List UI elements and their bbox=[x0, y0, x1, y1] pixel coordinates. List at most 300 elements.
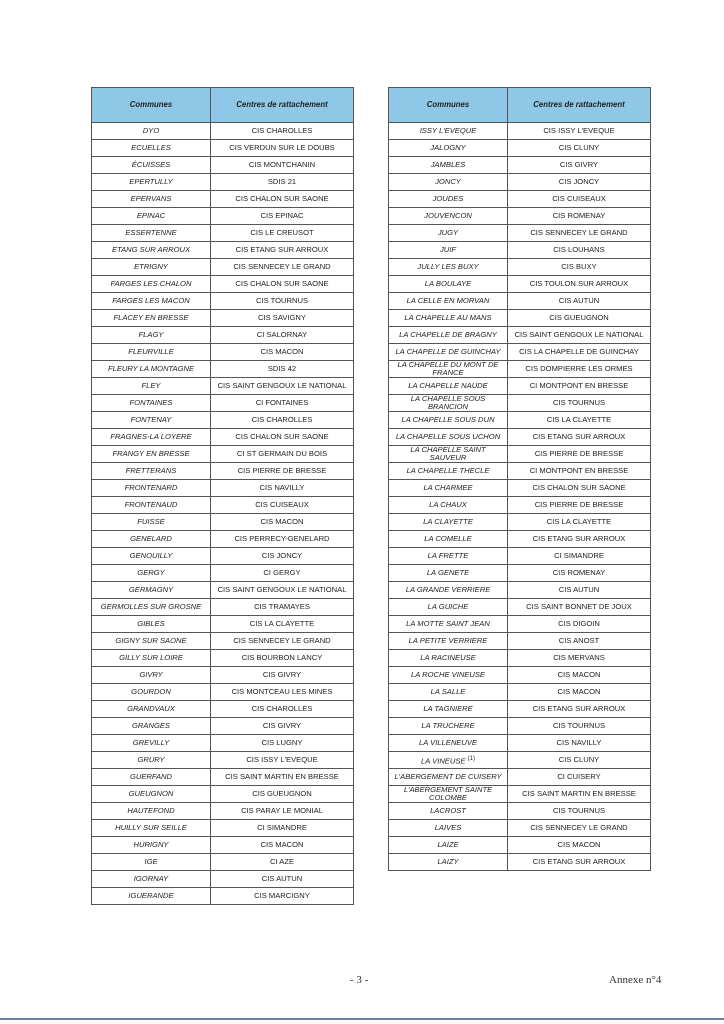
table-row bbox=[389, 531, 651, 548]
table-row bbox=[92, 599, 354, 616]
commune-name: LA COMELLE bbox=[424, 534, 472, 543]
commune-name: JALOGNY bbox=[430, 143, 466, 152]
commune-cell bbox=[389, 497, 508, 514]
centre-cell: CIS PIERRE DE BRESSE bbox=[211, 463, 354, 480]
centre-cell: CIS ISSY L'EVEQUE bbox=[508, 123, 651, 140]
table-row bbox=[92, 752, 354, 769]
communes-table-right bbox=[388, 87, 651, 871]
centre-cell: CIS LA CHAPELLE DE GUINCHAY bbox=[508, 344, 651, 361]
commune-cell bbox=[389, 157, 508, 174]
commune-cell bbox=[389, 854, 508, 871]
commune-name: HUILLY SUR SEILLE bbox=[115, 823, 187, 832]
table-row bbox=[92, 191, 354, 208]
table-row bbox=[389, 123, 651, 140]
commune-cell bbox=[389, 174, 508, 191]
table-row bbox=[389, 310, 651, 327]
commune-name: LACROST bbox=[430, 806, 466, 815]
table-row bbox=[389, 259, 651, 276]
centre-cell: CIS GIVRY bbox=[211, 718, 354, 735]
annex-label: Annexe n°4 bbox=[609, 974, 662, 986]
table-row bbox=[389, 803, 651, 820]
commune-cell bbox=[92, 752, 211, 769]
table-row bbox=[92, 242, 354, 259]
centre-cell: CIS SAINT MARTIN EN BRESSE bbox=[211, 769, 354, 786]
commune-cell bbox=[389, 446, 508, 463]
page-number: - 3 - bbox=[350, 974, 369, 986]
table-row bbox=[92, 854, 354, 871]
commune-cell bbox=[92, 820, 211, 837]
table-row bbox=[389, 633, 651, 650]
commune-name: JONCY bbox=[435, 177, 461, 186]
table-row bbox=[92, 786, 354, 803]
centre-cell: CIS ETANG SUR ARROUX bbox=[508, 429, 651, 446]
commune-name: ECUELLES bbox=[131, 143, 171, 152]
table-row bbox=[389, 769, 651, 786]
commune-name: GIVRY bbox=[139, 670, 163, 679]
commune-cell bbox=[92, 735, 211, 752]
commune-name: ETRIGNY bbox=[134, 262, 168, 271]
commune-name: LAIZY bbox=[437, 857, 459, 866]
table-row bbox=[389, 480, 651, 497]
table-row bbox=[389, 446, 651, 463]
table-row bbox=[389, 752, 651, 769]
table-row bbox=[92, 412, 354, 429]
table-row bbox=[389, 565, 651, 582]
table-row bbox=[389, 225, 651, 242]
centre-cell: CIS CLUNY bbox=[508, 140, 651, 157]
centre-cell: CIS LOUHANS bbox=[508, 242, 651, 259]
centre-cell: CIS DOMPIERRE LES ORMES bbox=[508, 361, 651, 378]
centre-cell: CI MONTPONT EN BRESSE bbox=[508, 463, 651, 480]
commune-name: FRAGNES-LA LOYERE bbox=[110, 432, 192, 441]
centre-cell: CIS GUEUGNON bbox=[211, 786, 354, 803]
commune-cell bbox=[389, 480, 508, 497]
centre-cell: SDIS 21 bbox=[211, 174, 354, 191]
centre-cell: CIS LUGNY bbox=[211, 735, 354, 752]
commune-cell bbox=[92, 191, 211, 208]
table-row bbox=[389, 157, 651, 174]
centre-cell: CI SIMANDRE bbox=[211, 820, 354, 837]
commune-cell bbox=[92, 650, 211, 667]
commune-name: JUIF bbox=[439, 245, 457, 254]
commune-name: LA CHAPELLE THECLE bbox=[406, 466, 490, 475]
table-row bbox=[389, 208, 651, 225]
commune-name: L'ABERGEMENT SAINTE COLOMBE bbox=[403, 785, 493, 802]
commune-cell bbox=[92, 582, 211, 599]
table-row bbox=[92, 616, 354, 633]
commune-cell bbox=[92, 140, 211, 157]
commune-name: JULLY LES BUXY bbox=[417, 262, 479, 271]
commune-cell bbox=[92, 242, 211, 259]
centre-cell: CIS ANOST bbox=[508, 633, 651, 650]
table-row bbox=[92, 480, 354, 497]
centre-cell: CIS MONTCEAU LES MINES bbox=[211, 684, 354, 701]
table-row bbox=[389, 684, 651, 701]
commune-cell bbox=[92, 786, 211, 803]
commune-name: GUEUGNON bbox=[128, 789, 174, 798]
commune-name: FONTENAY bbox=[130, 415, 172, 424]
centre-cell: CIS MACON bbox=[508, 837, 651, 854]
commune-name: EPERTULLY bbox=[129, 177, 173, 186]
commune-cell bbox=[92, 769, 211, 786]
communes-table-left bbox=[91, 87, 354, 905]
table-row bbox=[389, 650, 651, 667]
commune-cell bbox=[92, 293, 211, 310]
commune-name: ÉCUISSES bbox=[131, 160, 171, 169]
commune-name: LA PETITE VERRIERE bbox=[408, 636, 488, 645]
centre-cell: CIS MACON bbox=[508, 667, 651, 684]
table-row bbox=[92, 259, 354, 276]
commune-cell bbox=[389, 412, 508, 429]
table-header-row bbox=[92, 88, 354, 123]
table-row bbox=[92, 548, 354, 565]
table-row bbox=[389, 667, 651, 684]
commune-name: LA SALLE bbox=[430, 687, 466, 696]
commune-cell bbox=[389, 667, 508, 684]
commune-cell bbox=[92, 225, 211, 242]
table-row bbox=[92, 174, 354, 191]
centre-cell: CIS PIERRE DE BRESSE bbox=[508, 497, 651, 514]
centre-cell: CIS MACON bbox=[211, 344, 354, 361]
centre-cell: CI ST GERMAIN DU BOIS bbox=[211, 446, 354, 463]
centre-cell: CIS NAVILLY bbox=[508, 735, 651, 752]
centre-cell: CIS JONCY bbox=[508, 174, 651, 191]
commune-name: EPINAC bbox=[136, 211, 166, 220]
commune-name: LA GUICHE bbox=[427, 602, 469, 611]
centre-cell: CIS SENNECEY LE GRAND bbox=[211, 633, 354, 650]
commune-cell bbox=[92, 123, 211, 140]
commune-name: FONTAINES bbox=[129, 398, 173, 407]
centre-cell: CIS EPINAC bbox=[211, 208, 354, 225]
commune-cell bbox=[92, 463, 211, 480]
table-row bbox=[389, 327, 651, 344]
centre-cell: CIS JONCY bbox=[211, 548, 354, 565]
commune-name: LA CHAPELLE DE BRAGNY bbox=[399, 330, 497, 339]
centre-cell: CIS SAINT GENGOUX LE NATIONAL bbox=[211, 378, 354, 395]
table-row bbox=[389, 412, 651, 429]
table-row bbox=[92, 361, 354, 378]
centre-cell: CIS LA CLAYETTE bbox=[508, 412, 651, 429]
centre-cell: CIS CHALON SUR SAONE bbox=[211, 191, 354, 208]
commune-cell bbox=[389, 310, 508, 327]
commune-name: LA CHARMEE bbox=[423, 483, 473, 492]
centre-cell: CIS NAVILLY bbox=[211, 480, 354, 497]
commune-cell bbox=[92, 412, 211, 429]
centre-cell: CIS PERRECY-GENELARD bbox=[211, 531, 354, 548]
commune-cell bbox=[92, 378, 211, 395]
table-row bbox=[92, 565, 354, 582]
table-row bbox=[92, 820, 354, 837]
commune-cell bbox=[389, 582, 508, 599]
table-row bbox=[389, 276, 651, 293]
commune-name: ESSERTENNE bbox=[125, 228, 177, 237]
table-row bbox=[92, 463, 354, 480]
table-row bbox=[389, 582, 651, 599]
commune-cell bbox=[389, 429, 508, 446]
commune-cell bbox=[92, 548, 211, 565]
centre-cell: CI SIMANDRE bbox=[508, 548, 651, 565]
commune-name: LA CHAPELLE SOUS BRANCION bbox=[410, 394, 486, 411]
centre-cell: CI FONTAINES bbox=[211, 395, 354, 412]
centre-cell: CIS CUISEAUX bbox=[508, 191, 651, 208]
table-row bbox=[92, 633, 354, 650]
centre-cell: CIS TOURNUS bbox=[211, 293, 354, 310]
table-row bbox=[389, 293, 651, 310]
centre-cell: CI GERGY bbox=[211, 565, 354, 582]
centre-cell: CIS GIVRY bbox=[211, 667, 354, 684]
commune-cell bbox=[389, 140, 508, 157]
commune-cell bbox=[92, 531, 211, 548]
table-row bbox=[389, 599, 651, 616]
commune-cell bbox=[389, 361, 508, 378]
commune-cell bbox=[389, 327, 508, 344]
commune-name: LA BOULAYE bbox=[424, 279, 472, 288]
table-row bbox=[92, 514, 354, 531]
table-row bbox=[92, 344, 354, 361]
commune-cell bbox=[92, 684, 211, 701]
centre-cell: CIS CHAROLLES bbox=[211, 412, 354, 429]
commune-cell bbox=[389, 565, 508, 582]
commune-name: LA MOTTE SAINT JEAN bbox=[406, 619, 490, 628]
commune-name: LAIVES bbox=[434, 823, 462, 832]
commune-cell bbox=[92, 854, 211, 871]
centre-cell: CIS SAINT BONNET DE JOUX bbox=[508, 599, 651, 616]
centre-cell: CIS ETANG SUR ARROUX bbox=[211, 242, 354, 259]
centre-cell: CIS ISSY L'EVEQUE bbox=[211, 752, 354, 769]
commune-cell bbox=[92, 429, 211, 446]
commune-cell bbox=[92, 395, 211, 412]
centre-cell: CIS MARCIGNY bbox=[211, 888, 354, 905]
commune-name: GIBLES bbox=[137, 619, 165, 628]
header-communes: Communes bbox=[92, 88, 211, 123]
commune-name: GREVILLY bbox=[132, 738, 170, 747]
commune-cell bbox=[389, 548, 508, 565]
centre-cell: CIS TOURNUS bbox=[508, 718, 651, 735]
page-edge-line bbox=[0, 1018, 724, 1020]
table-row bbox=[92, 327, 354, 344]
commune-cell bbox=[92, 565, 211, 582]
commune-cell bbox=[92, 208, 211, 225]
commune-cell bbox=[389, 259, 508, 276]
centre-cell: CIS CHAROLLES bbox=[211, 701, 354, 718]
commune-cell bbox=[92, 871, 211, 888]
table-row bbox=[92, 769, 354, 786]
commune-name: JAMBLES bbox=[430, 160, 466, 169]
commune-name: L'ABERGEMENT DE CUISERY bbox=[394, 772, 502, 781]
centre-cell: CIS CUISEAUX bbox=[211, 497, 354, 514]
commune-name: FLACEY EN BRESSE bbox=[113, 313, 189, 322]
commune-cell bbox=[92, 497, 211, 514]
centre-cell: CIS SAINT MARTIN EN BRESSE bbox=[508, 786, 651, 803]
commune-name: FLEY bbox=[141, 381, 161, 390]
commune-cell bbox=[92, 701, 211, 718]
commune-cell bbox=[389, 684, 508, 701]
table-row bbox=[389, 174, 651, 191]
table-row bbox=[389, 616, 651, 633]
table-row bbox=[92, 497, 354, 514]
table-row bbox=[92, 582, 354, 599]
table-row bbox=[389, 837, 651, 854]
table-row bbox=[92, 276, 354, 293]
commune-cell bbox=[389, 531, 508, 548]
centre-cell: CIS AUTUN bbox=[508, 293, 651, 310]
commune-cell bbox=[92, 514, 211, 531]
commune-cell bbox=[389, 191, 508, 208]
table-row bbox=[389, 497, 651, 514]
commune-name: FLEURY LA MONTAGNE bbox=[107, 364, 195, 373]
table-row bbox=[92, 157, 354, 174]
commune-name: JOUDES bbox=[432, 194, 464, 203]
commune-name: LA CHAPELLE AU MANS bbox=[404, 313, 492, 322]
commune-name: LA VINEUSE bbox=[421, 756, 466, 766]
centre-cell: CIS VERDUN SUR LE DOUBS bbox=[211, 140, 354, 157]
commune-name: LA CHAPELLE SAINT SAUVEUR bbox=[410, 445, 486, 462]
commune-cell bbox=[389, 820, 508, 837]
commune-name: LA CHAPELLE DE GUINCHAY bbox=[395, 347, 501, 356]
commune-name: IGE bbox=[144, 857, 158, 866]
commune-cell bbox=[92, 259, 211, 276]
centre-cell: CIS MACON bbox=[211, 514, 354, 531]
commune-name: LA CHAPELLE SOUS DUN bbox=[401, 415, 495, 424]
commune-name: LA VILLENEUVE bbox=[419, 738, 477, 747]
commune-name: IGUERANDE bbox=[128, 891, 174, 900]
commune-name: FRONTENAUD bbox=[124, 500, 178, 509]
commune-cell bbox=[389, 633, 508, 650]
centre-cell: CIS SAVIGNY bbox=[211, 310, 354, 327]
centre-cell: CIS CHALON SUR SAONE bbox=[211, 276, 354, 293]
commune-name: FRETTERANS bbox=[125, 466, 177, 475]
commune-cell bbox=[389, 616, 508, 633]
commune-cell bbox=[92, 157, 211, 174]
commune-cell bbox=[389, 123, 508, 140]
commune-cell bbox=[389, 293, 508, 310]
commune-name: FUISSE bbox=[137, 517, 165, 526]
table-row bbox=[389, 140, 651, 157]
commune-cell bbox=[92, 276, 211, 293]
centre-cell: CIS BOURBON LANCY bbox=[211, 650, 354, 667]
commune-name: LA CHAPELLE NAUDE bbox=[408, 381, 488, 390]
commune-cell bbox=[92, 837, 211, 854]
table-row bbox=[92, 310, 354, 327]
centre-cell: CIS BUXY bbox=[508, 259, 651, 276]
centre-cell: CIS TOURNUS bbox=[508, 395, 651, 412]
commune-name: ISSY L'EVEQUE bbox=[419, 126, 477, 135]
centre-cell: CIS ETANG SUR ARROUX bbox=[508, 854, 651, 871]
centre-cell: CIS CHAROLLES bbox=[211, 123, 354, 140]
table-row bbox=[389, 820, 651, 837]
table-row bbox=[389, 463, 651, 480]
centre-cell: SDIS 42 bbox=[211, 361, 354, 378]
centre-cell: CIS ROMENAY bbox=[508, 565, 651, 582]
table-row bbox=[389, 854, 651, 871]
centre-cell: CIS LA CLAYETTE bbox=[508, 514, 651, 531]
centre-cell: CIS SAINT GENGOUX LE NATIONAL bbox=[508, 327, 651, 344]
commune-cell bbox=[389, 735, 508, 752]
table-row bbox=[389, 361, 651, 378]
centre-cell: CI CUISERY bbox=[508, 769, 651, 786]
centre-cell: CIS ETANG SUR ARROUX bbox=[508, 701, 651, 718]
commune-cell bbox=[389, 463, 508, 480]
centre-cell: CIS GUEUGNON bbox=[508, 310, 651, 327]
table-row bbox=[92, 531, 354, 548]
commune-name: LA ROCHE VINEUSE bbox=[411, 670, 485, 679]
commune-cell bbox=[92, 616, 211, 633]
table-row bbox=[389, 548, 651, 565]
centre-cell: CIS ETANG SUR ARROUX bbox=[508, 531, 651, 548]
commune-cell bbox=[92, 344, 211, 361]
table-header-row bbox=[389, 88, 651, 123]
commune-name: EPERVANS bbox=[130, 194, 172, 203]
table-row bbox=[389, 395, 651, 412]
table-row bbox=[389, 786, 651, 803]
table-row bbox=[92, 888, 354, 905]
commune-name: ETANG SUR ARROUX bbox=[111, 245, 191, 254]
commune-cell bbox=[389, 599, 508, 616]
commune-name: FARGES LES CHALON bbox=[110, 279, 192, 288]
commune-name: HAUTEFOND bbox=[127, 806, 175, 815]
table-row bbox=[92, 208, 354, 225]
commune-name: JOUVENCON bbox=[424, 211, 472, 220]
commune-name: GOURDON bbox=[131, 687, 171, 696]
commune-name: GUERFAND bbox=[129, 772, 173, 781]
table-row bbox=[92, 701, 354, 718]
table-row bbox=[389, 242, 651, 259]
commune-name: LA CLAYETTE bbox=[423, 517, 473, 526]
commune-name: GERMAGNY bbox=[128, 585, 174, 594]
commune-cell bbox=[389, 803, 508, 820]
commune-name: GIGNY SUR SAONE bbox=[115, 636, 187, 645]
commune-cell bbox=[92, 446, 211, 463]
commune-cell bbox=[389, 837, 508, 854]
table-row bbox=[92, 871, 354, 888]
commune-cell bbox=[389, 242, 508, 259]
commune-cell bbox=[389, 701, 508, 718]
commune-name: IGORNAY bbox=[133, 874, 169, 883]
table-row bbox=[92, 140, 354, 157]
commune-name: LA TRUCHERE bbox=[421, 721, 475, 730]
table-row bbox=[92, 650, 354, 667]
commune-cell bbox=[389, 208, 508, 225]
commune-name: FRONTENARD bbox=[124, 483, 178, 492]
header-centres: Centres de rattachement bbox=[508, 88, 651, 123]
commune-cell bbox=[92, 599, 211, 616]
centre-cell: CIS ROMENAY bbox=[508, 208, 651, 225]
commune-cell bbox=[92, 480, 211, 497]
commune-cell bbox=[92, 310, 211, 327]
centre-cell: CIS SENNECEY LE GRAND bbox=[211, 259, 354, 276]
commune-name: GENELARD bbox=[130, 534, 172, 543]
table-row bbox=[92, 684, 354, 701]
table-row bbox=[92, 395, 354, 412]
centre-cell: CIS TRAMAYES bbox=[211, 599, 354, 616]
centre-cell: CIS GIVRY bbox=[508, 157, 651, 174]
commune-name: LA GENETE bbox=[426, 568, 470, 577]
centre-cell: CI SALORNAY bbox=[211, 327, 354, 344]
commune-cell bbox=[92, 361, 211, 378]
centre-cell: CIS AUTUN bbox=[211, 871, 354, 888]
centre-cell: CIS PIERRE DE BRESSE bbox=[508, 446, 651, 463]
commune-name: GENOUILLY bbox=[129, 551, 173, 560]
commune-cell bbox=[389, 395, 508, 412]
commune-name: LA FRETTE bbox=[427, 551, 469, 560]
table-row bbox=[389, 429, 651, 446]
commune-name: FLEURVILLE bbox=[128, 347, 174, 356]
commune-name: LA CHAPELLE DU MONT DE FRANCE bbox=[397, 360, 499, 377]
commune-name: FLAGY bbox=[138, 330, 164, 339]
table-row bbox=[92, 225, 354, 242]
table-row bbox=[92, 446, 354, 463]
centre-cell: CIS LE CREUSOT bbox=[211, 225, 354, 242]
